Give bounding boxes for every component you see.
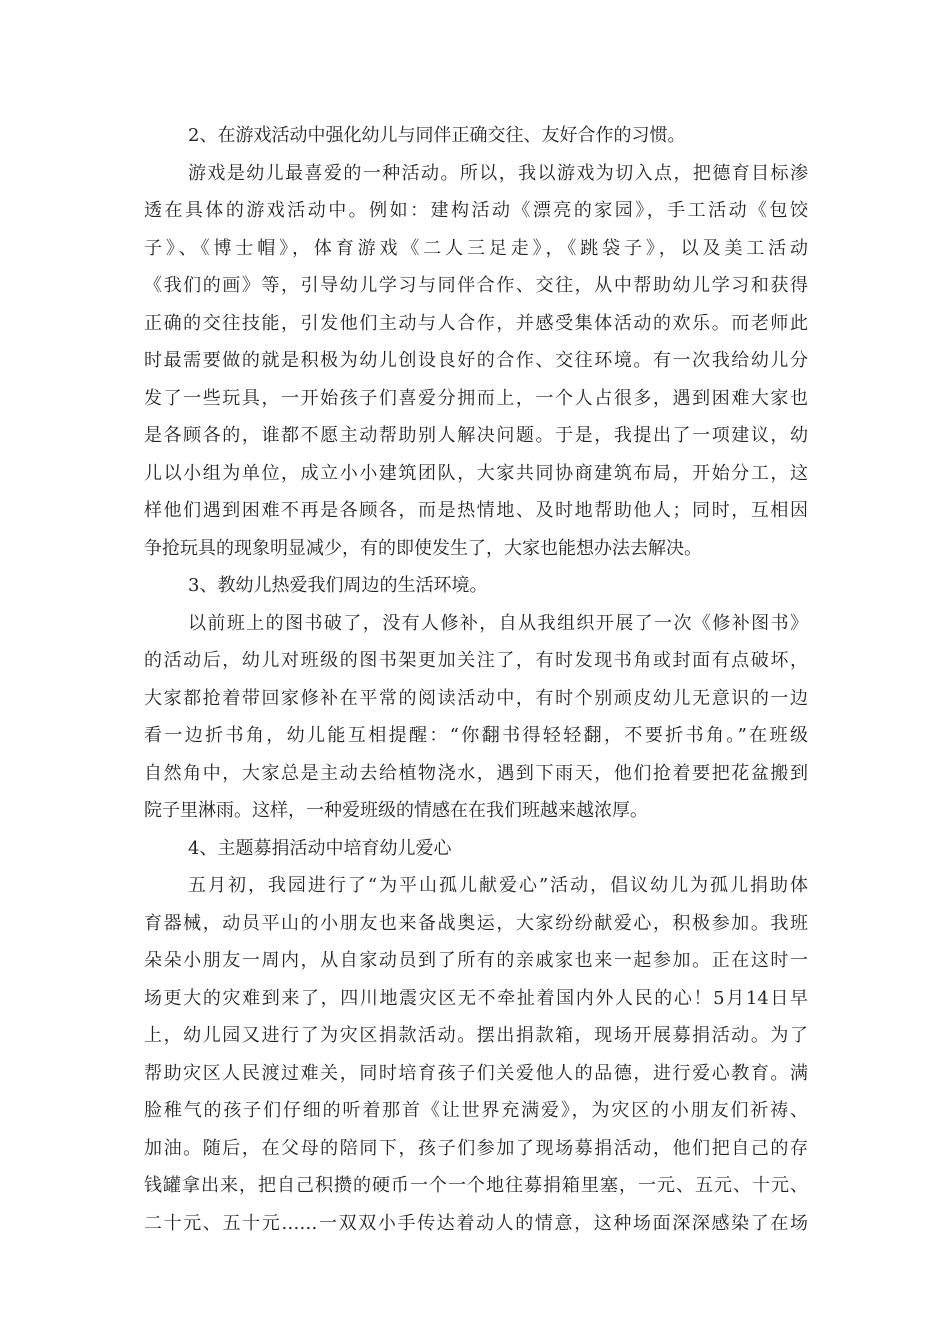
paragraph-line: 五月初，我园进行了“为平山孤儿献爱心”活动，倡议幼儿为孤儿捐助体 xyxy=(188,875,808,896)
paragraph-line: 游戏是幼儿最喜爱的一种活动。所以，我以游戏为切入点，把德育目标渗 xyxy=(188,162,808,184)
paragraph-line: 加油。随后，在父母的陪同下，孩子们参加了现场募捐活动，他们把自己的存 xyxy=(144,1137,808,1159)
paragraph-line: 自然角中，大家总是主动去给植物浇水，遇到下雨天，他们抢着要把花盆搬到 xyxy=(144,762,808,784)
paragraph-line: 育器械，动员平山的小朋友也来备战奥运，大家纷纷献爱心，积极参加。我班 xyxy=(144,912,808,934)
paragraph-line: 帮助灾区人民渡过难关，同时培育孩子们关爱他人的品德，进行爱心教育。满 xyxy=(144,1062,808,1084)
paragraph-line: 儿以小组为单位，成立小小建筑团队，大家共同协商建筑布局，开始分工，这 xyxy=(144,462,808,484)
section-heading-2: 2、在游戏活动中强化幼儿与同伴正确交往、友好合作的习惯。 xyxy=(188,125,686,146)
paragraph-line: 朵朵小朋友一周内，从自家动员到了所有的亲戚家也来一起参加。正在这时一 xyxy=(144,950,808,971)
paragraph-line: 的活动后，幼儿对班级的图书架更加关注了，有时发现书角或封面有点破坏， xyxy=(144,650,808,671)
paragraph-line: 子》、《博士帽》，体育游戏《二人三足走》，《跳袋子》，以及美工活动 xyxy=(144,237,808,259)
paragraph-line: 发了一些玩具，一开始孩子们喜爱分拥而上，一个人占很多，遇到困难大家也 xyxy=(144,387,808,409)
paragraph-line: 二十元、五十元……一双双小手传达着动人的情意，这种场面深深感染了在场 xyxy=(144,1212,808,1234)
paragraph-line: 场更大的灾难到来了，四川地震灾区无不牵扯着国内外人民的心！5月14日早 xyxy=(144,987,808,1009)
paragraph-line: 样他们遇到困难不再是各顾各，而是热情地、及时地帮助他人；同时，互相因 xyxy=(144,500,808,521)
paragraph-line: 正确的交往技能，引发他们主动与人合作，并感受集体活动的欢乐。而老师此 xyxy=(144,312,808,334)
paragraph-line: 《我们的画》等，引导幼儿学习与同伴合作、交往，从中帮助幼儿学习和获得 xyxy=(144,275,808,296)
paragraph-line: 透在具体的游戏活动中。例如：建构活动《漂亮的家园》，手工活动《包饺 xyxy=(144,200,808,221)
paragraph-line: 时最需要做的就是积极为幼儿创设良好的合作、交往环境。有一次我给幼儿分 xyxy=(144,350,808,371)
paragraph-line: 钱罐拿出来，把自己积攒的硬币一个一个地往募捐箱里塞，一元、五元、十元、 xyxy=(144,1175,808,1196)
paragraph-line: 是各顾各的，谁都不愿主动帮助别人解决问题。于是，我提出了一项建议，幼 xyxy=(144,425,808,446)
section-heading-3: 3、教幼儿热爱我们周边的生活环境。 xyxy=(188,575,488,596)
document-body xyxy=(144,117,808,1242)
paragraph-line: 院子里淋雨。这样，一种爱班级的情感在在我们班越来越浓厚。 xyxy=(144,800,648,821)
paragraph-line: 争抢玩具的现象明显减少，有的即使发生了，大家也能想办法去解决。 xyxy=(144,537,702,559)
paragraph-line: 以前班上的图书破了，没有人修补，自从我组织开展了一次《修补图书》 xyxy=(188,612,808,634)
section-heading-4: 4、主题募捐活动中培育幼儿爱心 xyxy=(188,837,452,859)
paragraph-line: 上，幼儿园又进行了为灾区捐款活动。摆出捐款箱，现场开展募捐活动。为了 xyxy=(144,1025,808,1046)
paragraph-line: 脸稚气的孩子们仔细的听着那首《让世界充满爱》，为灾区的小朋友们祈祷、 xyxy=(144,1100,808,1121)
paragraph-line: 看一边折书角，幼儿能互相提醒：“你翻书得轻轻翻，不要折书角。”在班级 xyxy=(144,725,808,746)
paragraph-line: 大家都抢着带回家修补在平常的阅读活动中，有时个别顽皮幼儿无意识的一边 xyxy=(144,687,808,709)
